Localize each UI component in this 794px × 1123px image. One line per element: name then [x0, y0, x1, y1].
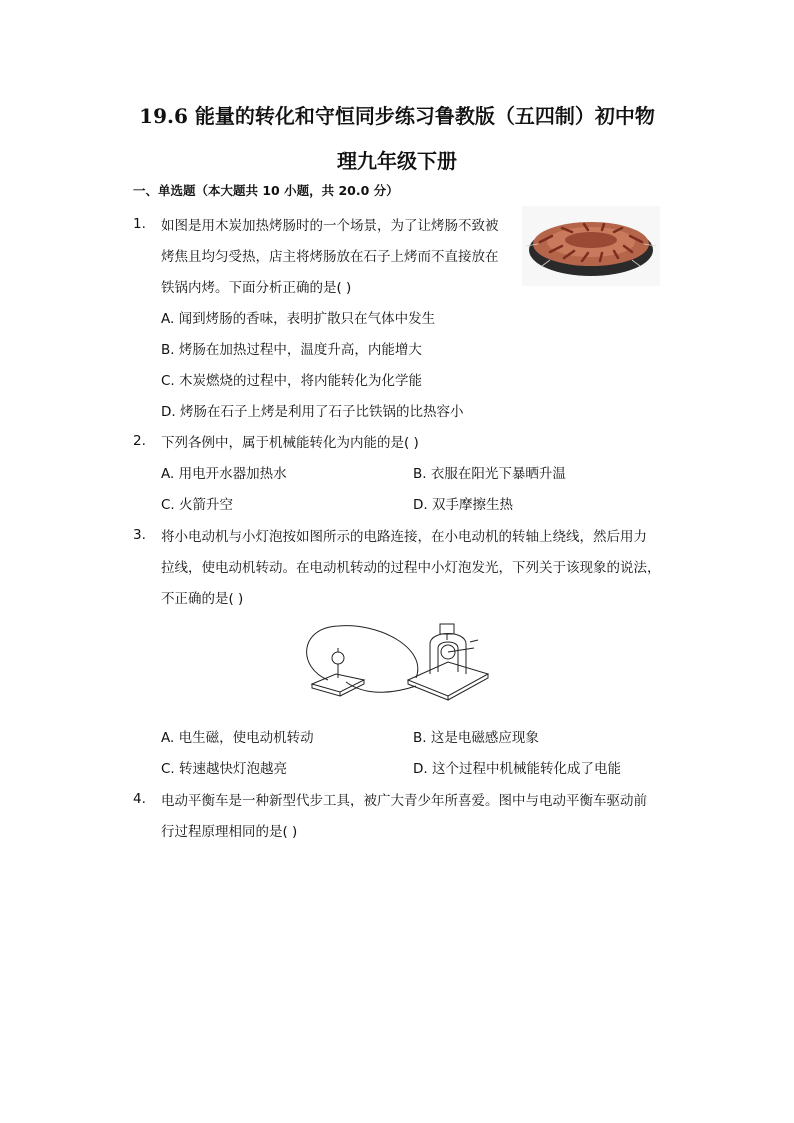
question-number: 1. — [133, 216, 146, 232]
question-text-line: 行过程原理相同的是( ) — [161, 824, 298, 840]
question-text-line: 烤焦且均匀受热，店主将烤肠放在石子上烤而不直接放在 — [161, 249, 499, 265]
question-text-line: 将小电动机与小灯泡按如图所示的电路连接，在小电动机的转轴上绕线，然后用力 — [161, 529, 647, 545]
question-text-line: 不正确的是( ) — [161, 591, 244, 607]
question-number: 2. — [133, 433, 146, 449]
question-text-line: 电动平衡车是一种新型代步工具，被广大青少年所喜爱。图中与电动平衡车驱动前 — [161, 793, 647, 809]
question-number: 4. — [133, 791, 146, 807]
question-text-line: 下列各例中，属于机械能转化为内能的是( ) — [161, 435, 419, 451]
page-title-continued: 理九年级下册 — [337, 149, 457, 173]
option-d: D. 烤肠在石子上烤是利用了石子比铁锅的比热容小 — [161, 404, 464, 420]
option-c: C. 转速越快灯泡越亮 — [161, 761, 288, 777]
option-a: A. 电生磁，使电动机转动 — [161, 730, 314, 746]
option-a: A. 闻到烤肠的香味，表明扩散只在气体中发生 — [161, 311, 436, 327]
section-heading: 一、单选题（本大题共 10 小题，共 20.0 分） — [133, 183, 399, 198]
option-a: A. 用电开水器加热水 — [161, 466, 287, 482]
option-b: B. 烤肠在加热过程中，温度升高，内能增大 — [161, 342, 422, 358]
option-b: B. 这是电磁感应现象 — [413, 730, 539, 746]
option-c: C. 木炭燃烧的过程中，将内能转化为化学能 — [161, 373, 423, 389]
question-text-line: 拉线，使电动机转动。在电动机转动的过程中小灯泡发光，下列关于该现象的说法， — [161, 560, 661, 576]
question-text-line: 如图是用木炭加热烤肠时的一个场景，为了让烤肠不致被 — [161, 218, 499, 234]
option-b: B. 衣服在阳光下暴晒升温 — [413, 466, 566, 482]
question-number: 3. — [133, 527, 146, 543]
grilled-sausage-image — [522, 206, 660, 286]
option-d: D. 这个过程中机械能转化成了电能 — [413, 761, 621, 777]
page-title: 19.6 能量的转化和守恒同步练习鲁教版（五四制）初中物 — [139, 104, 655, 128]
motor-lamp-circuit-image — [298, 618, 498, 704]
question-text-line: 铁锅内烤。下面分析正确的是( ) — [161, 280, 352, 296]
option-c: C. 火箭升空 — [161, 497, 234, 513]
option-d: D. 双手摩擦生热 — [413, 497, 513, 513]
